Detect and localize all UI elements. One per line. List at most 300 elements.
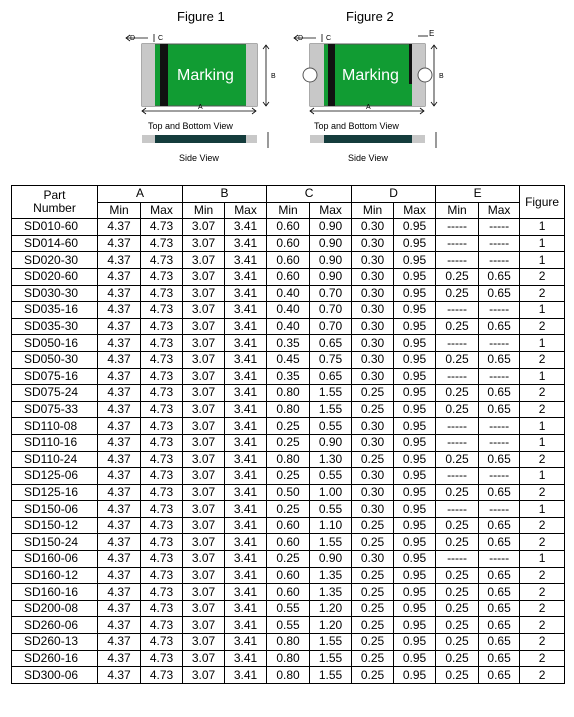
- dimension-cell: 4.73: [141, 351, 183, 368]
- table-row: [12, 484, 565, 501]
- figure-cell: 2: [520, 517, 565, 534]
- dimension-cell: -----: [479, 252, 520, 269]
- dimension-cell: -----: [436, 418, 479, 435]
- figure2-title: Figure 2: [346, 9, 394, 24]
- dimension-cell: 0.30: [352, 219, 394, 236]
- dimension-cell: 0.60: [267, 219, 310, 236]
- table-row: [12, 219, 565, 236]
- dimension-cell: 0.25: [267, 551, 310, 568]
- side-view-caption: Side View: [179, 153, 219, 163]
- dimension-cell: 1.55: [310, 650, 352, 667]
- dimension-cell: 0.25: [436, 285, 479, 302]
- dimension-cell: 4.73: [141, 650, 183, 667]
- dimension-cell: 3.07: [183, 567, 225, 584]
- dimension-cell: 0.40: [267, 302, 310, 319]
- dimension-cell: 3.07: [183, 484, 225, 501]
- dimension-cell: 0.80: [267, 451, 310, 468]
- table-row: [12, 551, 565, 568]
- table-row: [12, 600, 565, 617]
- dimension-cell: 1.00: [310, 484, 352, 501]
- dimension-cell: 0.90: [310, 551, 352, 568]
- dimension-cell: 1.55: [310, 401, 352, 418]
- dimension-cell: -----: [436, 219, 479, 236]
- figure-cell: 2: [520, 584, 565, 601]
- figure-cell: 1: [520, 302, 565, 319]
- dimension-cell: 4.37: [98, 285, 141, 302]
- table-row: [12, 268, 565, 285]
- dimension-cell: 0.30: [352, 235, 394, 252]
- dimension-cell: 0.90: [310, 219, 352, 236]
- dimension-cell: 0.25: [436, 650, 479, 667]
- dimension-cell: 0.55: [310, 418, 352, 435]
- table-body: [12, 219, 565, 684]
- header-min: Min: [352, 202, 394, 219]
- part-number-cell: SD020-30: [12, 252, 98, 269]
- dimension-cell: 3.41: [225, 534, 267, 551]
- dimension-cell: -----: [436, 468, 479, 485]
- header-part-number: Part Number: [12, 186, 98, 219]
- chip-side-view: [310, 135, 425, 143]
- dimension-cell: 0.95: [394, 385, 436, 402]
- dimension-cell: 4.37: [98, 600, 141, 617]
- header-max: Max: [141, 202, 183, 219]
- dimension-cell: 0.65: [479, 617, 520, 634]
- dimension-cell: 4.73: [141, 584, 183, 601]
- dimension-cell: 0.30: [352, 368, 394, 385]
- dimension-cell: 1.20: [310, 600, 352, 617]
- chip-side-view: [142, 135, 257, 143]
- dimension-cell: 0.25: [436, 534, 479, 551]
- dimension-cell: 4.37: [98, 302, 141, 319]
- dimension-cell: 4.73: [141, 285, 183, 302]
- dimension-cell: 0.25: [436, 385, 479, 402]
- dimension-cell: 3.07: [183, 617, 225, 634]
- dimension-cell: 4.37: [98, 484, 141, 501]
- part-number-cell: SD050-30: [12, 351, 98, 368]
- dimension-cell: 0.95: [394, 484, 436, 501]
- part-number-cell: SD200-08: [12, 600, 98, 617]
- dimension-cell: 0.95: [394, 318, 436, 335]
- dimension-cell: 0.25: [436, 351, 479, 368]
- dimension-cell: 4.73: [141, 634, 183, 651]
- dimension-cell: 0.30: [352, 418, 394, 435]
- figure-cell: 1: [520, 219, 565, 236]
- dimension-cell: 0.30: [352, 318, 394, 335]
- dimension-cell: 0.55: [310, 468, 352, 485]
- dimension-cell: 0.65: [479, 634, 520, 651]
- dimension-cell: 0.95: [394, 401, 436, 418]
- figure-cell: 1: [520, 434, 565, 451]
- dimension-cell: 3.07: [183, 667, 225, 684]
- dimension-cell: 0.65: [479, 401, 520, 418]
- dimension-cell: 0.65: [479, 517, 520, 534]
- dimension-cell: 0.95: [394, 667, 436, 684]
- dimension-cell: 0.40: [267, 285, 310, 302]
- dimension-cell: 4.73: [141, 219, 183, 236]
- dimension-cell: -----: [436, 302, 479, 319]
- table-row: [12, 650, 565, 667]
- dimension-cell: 0.50: [267, 484, 310, 501]
- dimension-cell: 0.25: [436, 600, 479, 617]
- dimension-cell: 0.55: [310, 501, 352, 518]
- dimension-cell: 3.41: [225, 600, 267, 617]
- table-row: [12, 434, 565, 451]
- dimension-cell: 0.95: [394, 468, 436, 485]
- dim-a-label: A: [366, 104, 371, 111]
- part-number-cell: SD110-16: [12, 434, 98, 451]
- figure-cell: 1: [520, 252, 565, 269]
- dimension-cell: -----: [479, 302, 520, 319]
- dimension-cell: 0.95: [394, 219, 436, 236]
- dimension-cell: 1.10: [310, 517, 352, 534]
- part-number-cell: SD150-06: [12, 501, 98, 518]
- figure-cell: 1: [520, 368, 565, 385]
- dimension-cell: 0.90: [310, 268, 352, 285]
- dimension-cell: 3.41: [225, 302, 267, 319]
- dimension-cell: 0.25: [267, 434, 310, 451]
- dimension-cell: 3.41: [225, 318, 267, 335]
- part-number-cell: SD110-08: [12, 418, 98, 435]
- dimension-cell: 0.25: [352, 401, 394, 418]
- dimension-cell: 0.55: [267, 600, 310, 617]
- dimension-cell: 0.90: [310, 235, 352, 252]
- dimension-cell: 4.73: [141, 318, 183, 335]
- dimension-cell: 4.73: [141, 501, 183, 518]
- dimension-cell: 4.37: [98, 451, 141, 468]
- dimension-cell: 4.73: [141, 434, 183, 451]
- dimension-cell: 4.73: [141, 368, 183, 385]
- dimension-cell: 3.41: [225, 252, 267, 269]
- dimension-cell: -----: [479, 235, 520, 252]
- dimension-cell: 0.25: [352, 617, 394, 634]
- dimension-cell: -----: [479, 434, 520, 451]
- dimension-cell: -----: [436, 235, 479, 252]
- dimension-cell: 0.65: [479, 600, 520, 617]
- dimension-cell: 1.35: [310, 584, 352, 601]
- dimension-cell: 0.25: [436, 617, 479, 634]
- table-row: [12, 501, 565, 518]
- dimension-cell: 3.07: [183, 252, 225, 269]
- dimension-cell: 4.73: [141, 401, 183, 418]
- part-number-cell: SD014-60: [12, 235, 98, 252]
- dimension-cell: 1.55: [310, 634, 352, 651]
- dimension-cell: 4.37: [98, 351, 141, 368]
- table-row: [12, 534, 565, 551]
- dimension-cell: 4.37: [98, 567, 141, 584]
- dimension-cell: 0.30: [352, 434, 394, 451]
- dimension-cell: 1.30: [310, 451, 352, 468]
- dimension-cell: 4.37: [98, 584, 141, 601]
- dimension-cell: -----: [479, 501, 520, 518]
- chip-end-cap-right: [246, 44, 257, 106]
- dimension-cell: 0.25: [352, 451, 394, 468]
- dimension-cell: 3.41: [225, 418, 267, 435]
- dimension-cell: 0.25: [352, 567, 394, 584]
- dimension-cell: 3.07: [183, 268, 225, 285]
- dimension-cell: 3.41: [225, 368, 267, 385]
- dimension-cell: 4.73: [141, 268, 183, 285]
- dimension-cell: 0.25: [352, 517, 394, 534]
- part-number-cell: SD010-60: [12, 219, 98, 236]
- dimension-cell: 0.30: [352, 551, 394, 568]
- figure-cell: 2: [520, 451, 565, 468]
- dimension-cell: 0.65: [479, 451, 520, 468]
- dimension-cell: 3.07: [183, 634, 225, 651]
- figure1-drawing: [120, 28, 280, 166]
- figure-cell: 2: [520, 484, 565, 501]
- dimension-cell: 0.25: [436, 517, 479, 534]
- dimension-cell: 0.65: [479, 584, 520, 601]
- figure2-drawing: [288, 28, 448, 166]
- table-row: [12, 401, 565, 418]
- dimension-cell: -----: [436, 368, 479, 385]
- dimension-cell: 0.95: [394, 335, 436, 352]
- dimension-cell: 0.30: [352, 252, 394, 269]
- dimension-cell: 0.45: [267, 351, 310, 368]
- dimension-cell: 3.07: [183, 600, 225, 617]
- dimension-cell: 0.65: [479, 318, 520, 335]
- dimension-cell: -----: [436, 551, 479, 568]
- marking-text: Marking: [342, 67, 399, 84]
- table-row: [12, 385, 565, 402]
- figure-cell: 2: [520, 650, 565, 667]
- figure-cell: 2: [520, 534, 565, 551]
- dimension-cell: 0.30: [352, 268, 394, 285]
- dimension-cell: 4.73: [141, 468, 183, 485]
- dimension-cell: 4.73: [141, 484, 183, 501]
- dimension-cell: -----: [479, 335, 520, 352]
- dimension-cell: -----: [436, 335, 479, 352]
- table-row: [12, 318, 565, 335]
- dimension-cell: 0.25: [267, 468, 310, 485]
- dimension-cell: 3.07: [183, 368, 225, 385]
- dimension-cell: 0.25: [436, 268, 479, 285]
- dimension-cell: 3.07: [183, 551, 225, 568]
- dimension-cell: 0.65: [479, 667, 520, 684]
- dimension-cell: 0.60: [267, 517, 310, 534]
- dimension-cell: 0.65: [479, 268, 520, 285]
- dimension-cell: 3.41: [225, 351, 267, 368]
- part-number-cell: SD075-16: [12, 368, 98, 385]
- dimension-cell: 0.30: [352, 302, 394, 319]
- dimension-cell: 4.73: [141, 451, 183, 468]
- dimension-cell: 0.40: [267, 318, 310, 335]
- dimension-cell: -----: [479, 468, 520, 485]
- dimension-cell: 4.37: [98, 501, 141, 518]
- table-row: [12, 285, 565, 302]
- dimension-cell: 0.65: [310, 335, 352, 352]
- dimension-cell: 0.60: [267, 584, 310, 601]
- dimension-cell: 4.37: [98, 335, 141, 352]
- dimension-cell: 0.25: [352, 634, 394, 651]
- dimension-cell: 0.25: [436, 484, 479, 501]
- dim-b-label: B: [439, 73, 444, 80]
- dimension-cell: 0.95: [394, 351, 436, 368]
- header-min: Min: [183, 202, 225, 219]
- dimension-cell: 0.95: [394, 252, 436, 269]
- dimension-cell: 3.07: [183, 650, 225, 667]
- dim-c-label: C: [158, 35, 164, 42]
- dimension-cell: 3.41: [225, 235, 267, 252]
- dimension-cell: 4.37: [98, 534, 141, 551]
- part-number-cell: SD300-06: [12, 667, 98, 684]
- dimension-cell: 4.73: [141, 252, 183, 269]
- dimension-cell: 3.41: [225, 667, 267, 684]
- dimension-cell: 0.30: [352, 285, 394, 302]
- figure-cell: 1: [520, 418, 565, 435]
- dimension-cell: 3.41: [225, 584, 267, 601]
- dimension-cell: 0.95: [394, 268, 436, 285]
- dimension-cell: 0.95: [394, 584, 436, 601]
- dimension-cell: 0.95: [394, 650, 436, 667]
- dimension-cell: 4.37: [98, 318, 141, 335]
- dimension-cell: 0.65: [310, 368, 352, 385]
- dim-a-label: A: [198, 104, 203, 111]
- part-number-cell: SD260-13: [12, 634, 98, 651]
- dimension-cell: 3.41: [225, 451, 267, 468]
- table-row: [12, 335, 565, 352]
- dimension-cell: 0.65: [479, 650, 520, 667]
- dimension-cell: 1.55: [310, 667, 352, 684]
- dimension-cell: 0.25: [436, 567, 479, 584]
- dimension-cell: 4.37: [98, 219, 141, 236]
- side-view-caption: Side View: [348, 153, 388, 163]
- figure-cell: 2: [520, 617, 565, 634]
- table-row: [12, 368, 565, 385]
- part-number-cell: SD260-06: [12, 617, 98, 634]
- dimension-cell: 4.37: [98, 617, 141, 634]
- dimension-cell: 0.95: [394, 617, 436, 634]
- table-row: [12, 667, 565, 684]
- dimension-cell: 4.37: [98, 434, 141, 451]
- dimension-cell: 3.41: [225, 434, 267, 451]
- header-max: Max: [225, 202, 267, 219]
- figure-cell: 1: [520, 551, 565, 568]
- dimension-cell: 4.37: [98, 551, 141, 568]
- dimension-cell: -----: [479, 418, 520, 435]
- part-number-cell: SD160-16: [12, 584, 98, 601]
- dimension-cell: 3.07: [183, 517, 225, 534]
- dimension-cell: 4.73: [141, 385, 183, 402]
- dimension-cell: 0.30: [352, 351, 394, 368]
- dimension-cell: 1.55: [310, 385, 352, 402]
- dimension-cell: 0.95: [394, 418, 436, 435]
- dimension-cell: 3.41: [225, 484, 267, 501]
- dimension-cell: 4.73: [141, 418, 183, 435]
- dimensions-table: [11, 185, 565, 684]
- dimension-cell: 3.41: [225, 468, 267, 485]
- dimension-cell: 3.07: [183, 584, 225, 601]
- dimension-cell: 3.41: [225, 285, 267, 302]
- dimension-cell: 3.41: [225, 617, 267, 634]
- dimension-cell: 4.37: [98, 385, 141, 402]
- dimension-cell: 0.90: [310, 252, 352, 269]
- dimension-cell: 0.35: [267, 335, 310, 352]
- dimension-cell: 0.90: [310, 434, 352, 451]
- dimension-cell: 0.25: [352, 600, 394, 617]
- figure-cell: 1: [520, 468, 565, 485]
- part-number-cell: SD035-16: [12, 302, 98, 319]
- dimension-cell: 0.95: [394, 551, 436, 568]
- dimension-cell: 3.07: [183, 451, 225, 468]
- dimension-cell: 0.60: [267, 252, 310, 269]
- figure-cell: 1: [520, 501, 565, 518]
- dim-b-label: B: [271, 73, 276, 80]
- dimension-cell: 0.95: [394, 634, 436, 651]
- dimension-cell: 4.37: [98, 235, 141, 252]
- header-max: Max: [394, 202, 436, 219]
- dimension-cell: 0.60: [267, 567, 310, 584]
- dimension-cell: 1.20: [310, 617, 352, 634]
- figure1-title: Figure 1: [177, 9, 225, 24]
- dimension-cell: 3.41: [225, 517, 267, 534]
- table-row: [12, 617, 565, 634]
- part-number-cell: SD260-16: [12, 650, 98, 667]
- dimension-cell: 3.07: [183, 534, 225, 551]
- dimension-cell: 0.25: [352, 667, 394, 684]
- part-number-cell: SD110-24: [12, 451, 98, 468]
- dimension-cell: 0.95: [394, 434, 436, 451]
- dimension-cell: 0.80: [267, 634, 310, 651]
- dimension-cell: 0.95: [394, 368, 436, 385]
- dimension-cell: 0.35: [267, 368, 310, 385]
- dimension-cell: 0.70: [310, 302, 352, 319]
- dimension-cell: 3.41: [225, 219, 267, 236]
- dimension-cell: 0.95: [394, 302, 436, 319]
- dimension-cell: 3.41: [225, 401, 267, 418]
- table-row: [12, 517, 565, 534]
- dimension-cell: 0.65: [479, 484, 520, 501]
- table-row: [12, 252, 565, 269]
- dimension-cell: 0.75: [310, 351, 352, 368]
- figure-cell: 2: [520, 285, 565, 302]
- dimension-cell: 3.41: [225, 650, 267, 667]
- dimension-cell: 0.30: [352, 335, 394, 352]
- dimension-cell: 0.25: [352, 385, 394, 402]
- part-number-cell: SD125-06: [12, 468, 98, 485]
- dimension-cell: 1.35: [310, 567, 352, 584]
- dimension-cell: 0.80: [267, 401, 310, 418]
- table-row: [12, 468, 565, 485]
- dimension-cell: 4.73: [141, 335, 183, 352]
- header-min: Min: [436, 202, 479, 219]
- dimension-cell: 4.73: [141, 600, 183, 617]
- dimension-cell: 4.37: [98, 650, 141, 667]
- dimension-cell: 0.30: [352, 484, 394, 501]
- dimension-cell: 0.65: [479, 351, 520, 368]
- dimension-cell: 4.73: [141, 667, 183, 684]
- dimension-cell: 3.41: [225, 634, 267, 651]
- table-row: [12, 302, 565, 319]
- dimension-cell: 0.95: [394, 517, 436, 534]
- dimension-cell: 0.25: [352, 584, 394, 601]
- dimension-cell: 0.65: [479, 567, 520, 584]
- dimension-cell: 0.60: [267, 235, 310, 252]
- dim-d-label: D: [130, 35, 136, 42]
- header-max: Max: [310, 202, 352, 219]
- figure-cell: 2: [520, 567, 565, 584]
- table-row: [12, 567, 565, 584]
- part-number-cell: SD160-06: [12, 551, 98, 568]
- dimension-cell: 3.07: [183, 335, 225, 352]
- part-number-cell: SD160-12: [12, 567, 98, 584]
- dimension-cell: 0.30: [352, 468, 394, 485]
- table-row: [12, 418, 565, 435]
- table-row: [12, 235, 565, 252]
- dimension-cell: 3.07: [183, 302, 225, 319]
- part-number-cell: SD150-24: [12, 534, 98, 551]
- dimension-cell: -----: [479, 219, 520, 236]
